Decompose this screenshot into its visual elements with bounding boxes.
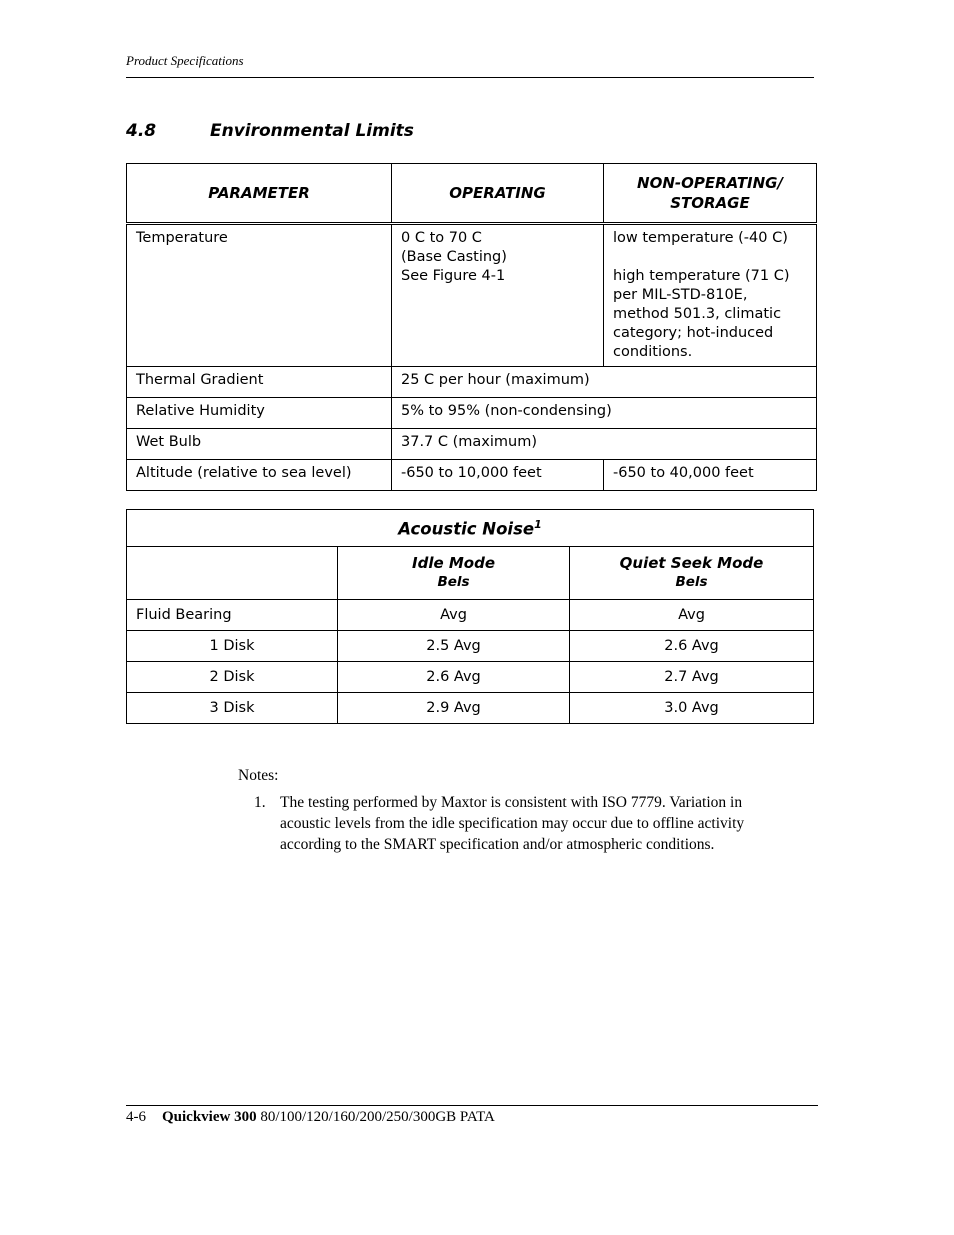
param-wet-bulb: Wet Bulb <box>127 429 392 460</box>
acoustic-header-blank <box>127 547 338 600</box>
product-models: 80/100/120/160/200/250/300GB PATA <box>260 1109 495 1125</box>
table-row: Fluid Bearing Avg Avg <box>127 600 814 631</box>
section-number: 4.8 <box>126 121 157 141</box>
param-temperature: Temperature <box>127 224 392 367</box>
acoustic-header-row <box>127 547 814 600</box>
table-row-relative-humidity <box>127 398 817 429</box>
table-row: 3 Disk 2.9 Avg 3.0 Avg <box>127 693 814 724</box>
table-row-wet-bulb <box>127 429 817 460</box>
table-row: 1 Disk 2.5 Avg 2.6 Avg <box>127 631 814 662</box>
page-number: 4-6 <box>126 1109 146 1125</box>
section-heading <box>126 121 414 141</box>
table-row-temperature <box>127 224 817 367</box>
relative-humidity-value: 5% to 95% (non-condensing) <box>392 398 817 429</box>
table-header-row <box>127 164 817 224</box>
temperature-operating: 0 C to 70 C (Base Casting) See Figure 4-1 <box>392 224 604 367</box>
thermal-gradient-value: 25 C per hour (maximum) <box>392 367 817 398</box>
running-header: Product Specifications <box>126 53 244 68</box>
acoustic-title-row <box>127 510 814 547</box>
header-non-operating: NON-OPERATING/ STORAGE <box>604 164 817 224</box>
footnote-ref: 1 <box>534 517 542 531</box>
wet-bulb-value: 37.7 C (maximum) <box>392 429 817 460</box>
altitude-operating: -650 to 10,000 feet <box>392 460 604 491</box>
header-parameter: PARAMETER <box>127 164 392 224</box>
page-footer <box>126 1109 495 1126</box>
acoustic-title: Acoustic Noise$^1$ <box>127 510 814 547</box>
acoustic-noise-table <box>126 509 814 724</box>
section-title: Environmental Limits <box>210 121 414 141</box>
header-rule <box>126 77 814 78</box>
table-row: 2 Disk 2.6 Avg 2.7 Avg <box>127 662 814 693</box>
note-text: The testing performed by Maxtor is consistent with ISO 7779. Variation in acoustic levels from the idle specification may occur due to offline activity according to the SMART specification and/or atmospheric conditions. <box>280 794 745 853</box>
header-operating: OPERATING <box>392 164 604 224</box>
notes-section <box>238 765 798 855</box>
list-item <box>238 792 798 855</box>
table-row-thermal-gradient <box>127 367 817 398</box>
notes-heading: Notes: <box>238 767 279 784</box>
footer-rule <box>126 1105 818 1106</box>
param-altitude: Altitude (relative to sea level) <box>127 460 392 491</box>
param-relative-humidity: Relative Humidity <box>127 398 392 429</box>
header-idle-mode: Idle Mode Bels <box>338 547 570 600</box>
header-quiet-seek-mode: Quiet Seek Mode Bels <box>570 547 814 600</box>
product-name: Quickview 300 <box>162 1109 257 1125</box>
altitude-non-operating: -650 to 40,000 feet <box>604 460 817 491</box>
environmental-limits-table <box>126 163 817 491</box>
table-row-altitude <box>127 460 817 491</box>
temperature-non-operating: low temperature (-40 C) high temperature (71 C) per MIL-STD-810E, method 501.3, climatic category; hot-induced conditions. <box>604 224 817 367</box>
note-number: 1. <box>254 794 266 811</box>
param-thermal-gradient: Thermal Gradient <box>127 367 392 398</box>
